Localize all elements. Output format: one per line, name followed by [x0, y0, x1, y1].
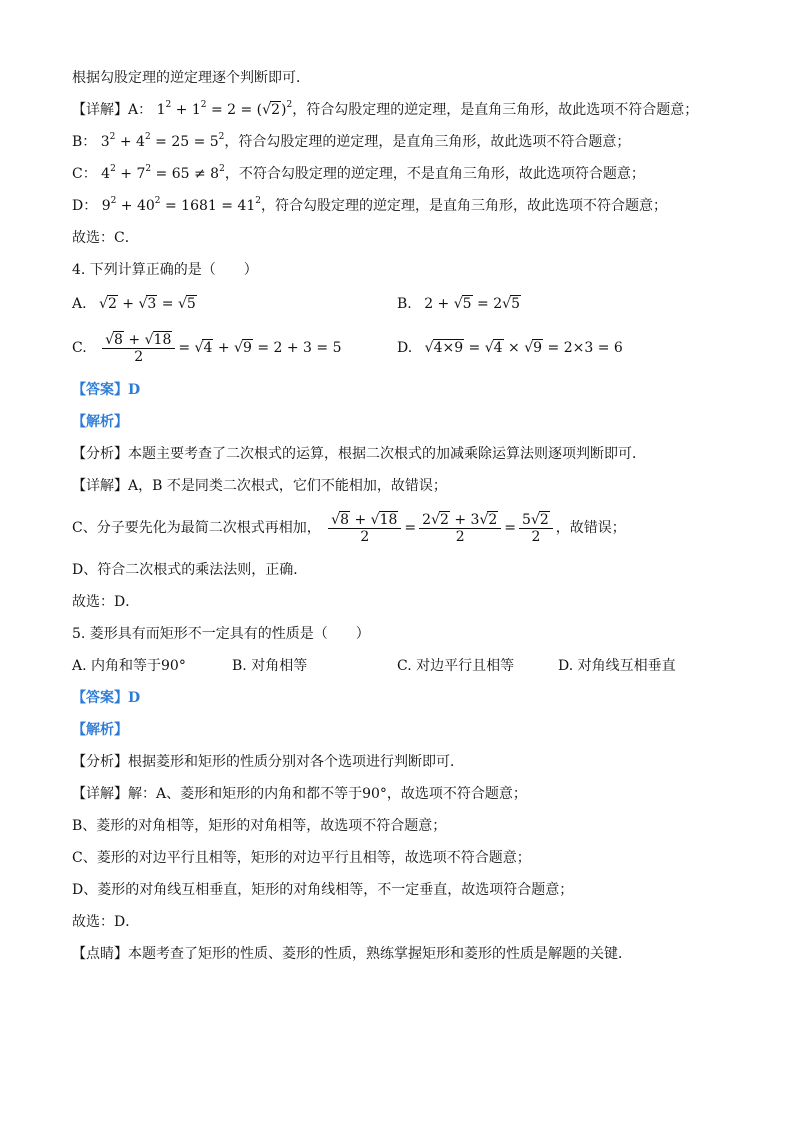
q4-options-row2 [72, 322, 732, 374]
answer-5: 【答案】D [72, 690, 141, 706]
detail-4-ab: 【详解】A，B 不是同类二次根式，它们不能相加，故错误； [72, 478, 447, 494]
document-page [72, 62, 732, 970]
detail-5-d: D、菱形的对角线互相垂直，矩形的对角线相等，不一定垂直，故选项符合题意； [72, 882, 574, 898]
analysis-5: 【分析】根据菱形和矩形的性质分别对各个选项进行判断即可． [72, 754, 464, 770]
selection-4: 故选：D． [72, 594, 140, 610]
analysis-4-heading: 【解析】 [72, 414, 128, 430]
q5-option-b: B. 对角相等 [232, 658, 308, 674]
q4-options-row1 [72, 286, 732, 322]
selection-c: 故选：C． [72, 230, 139, 246]
detail-5-b: B、菱形的对角相等，矩形的对角相等，故选项不符合题意； [72, 818, 447, 834]
detail-5-a: 【详解】解：A、菱形和矩形的内角和都不等于90°，故选项不符合题意； [72, 786, 527, 802]
intro-line: 根据勾股定理的逆定理逐个判断即可． [72, 70, 310, 86]
q5-options [72, 650, 732, 682]
equation-4c: $\frac{√8 + √18}{2}$ = $\frac{2√2 + 3√2}{2}$ = $\frac{5√2}{2}$ [325, 520, 556, 536]
equation-c: $4^2 + 7^2 = 65 \ne 8^2$ [101, 164, 225, 182]
question-5: 5. 菱形具有而矩形不一定具有的性质是（ ） [72, 626, 370, 642]
equation-a: $1^2 + 1^2 = 2 = (√2)^2$ [156, 100, 293, 118]
detail-c: C： $4^2 + 7^2 = 65 \ne 8^2$，不符合勾股定理的逆定理，不是直角三角形，故此选项符合题意； [72, 164, 645, 182]
equation-d: $9^2 + 40^2 = 1681 = 41^2$ [101, 196, 261, 214]
detail-a: 【详解】A： $1^2 + 1^2 = 2 = (√2)^2$，符合勾股定理的逆定理，是直角三角形，故此选项不符合题意； [72, 100, 699, 118]
q4-option-a: A. √2 + √3 = √5 [72, 296, 196, 312]
q4-option-c: C. $\frac{√8 + √18}{2}$ = √4 + √9 = 2 + 3 = 5 [72, 332, 342, 365]
q4-option-d: D. √4×9 = √4 × √9 = 2×3 = 6 [397, 340, 623, 356]
q5-option-d: D. 对角线互相垂直 [558, 658, 676, 674]
analysis-5-heading: 【解析】 [72, 722, 128, 738]
equation-b: $3^2 + 4^2 = 25 = 5^2$ [100, 132, 225, 150]
detail-5-c: C、菱形的对边平行且相等，矩形的对边平行且相等，故选项不符合题意； [72, 850, 531, 866]
question-4: 4. 下列计算正确的是（ ） [72, 262, 258, 278]
detail-b: B： $3^2 + 4^2 = 25 = 5^2$，符合勾股定理的逆定理，是直角三角形，故此选项不符合题意； [72, 132, 631, 150]
q5-option-c: C. 对边平行且相等 [397, 658, 515, 674]
detail-4-d: D、符合二次根式的乘法法则，正确． [72, 562, 308, 578]
selection-5: 故选：D． [72, 914, 140, 930]
analysis-4: 【分析】本题主要考查了二次根式的运算，根据二次根式的加减乘除运算法则逐项判断即可． [72, 446, 646, 462]
answer-4: 【答案】D [72, 382, 141, 398]
q5-option-a: A. 内角和等于90° [72, 658, 186, 674]
detail-4-c: C、分子要先化为最简二次根式再相加， $\frac{√8 + √18}{2}$ = $\frac{2√2 + 3√2}{2}$ = $\frac{5√2}{2}$ ，故错误； [72, 512, 626, 545]
comment-5: 【点睛】本题考查了矩形的性质、菱形的性质，熟练掌握矩形和菱形的性质是解题的关键． [72, 946, 632, 962]
q4-option-b: B. 2 + √5 = 2√5 [397, 296, 520, 312]
detail-d: D： $9^2 + 40^2 = 1681 = 41^2$，符合勾股定理的逆定理，是直角三角形，故此选项不符合题意； [72, 196, 667, 214]
